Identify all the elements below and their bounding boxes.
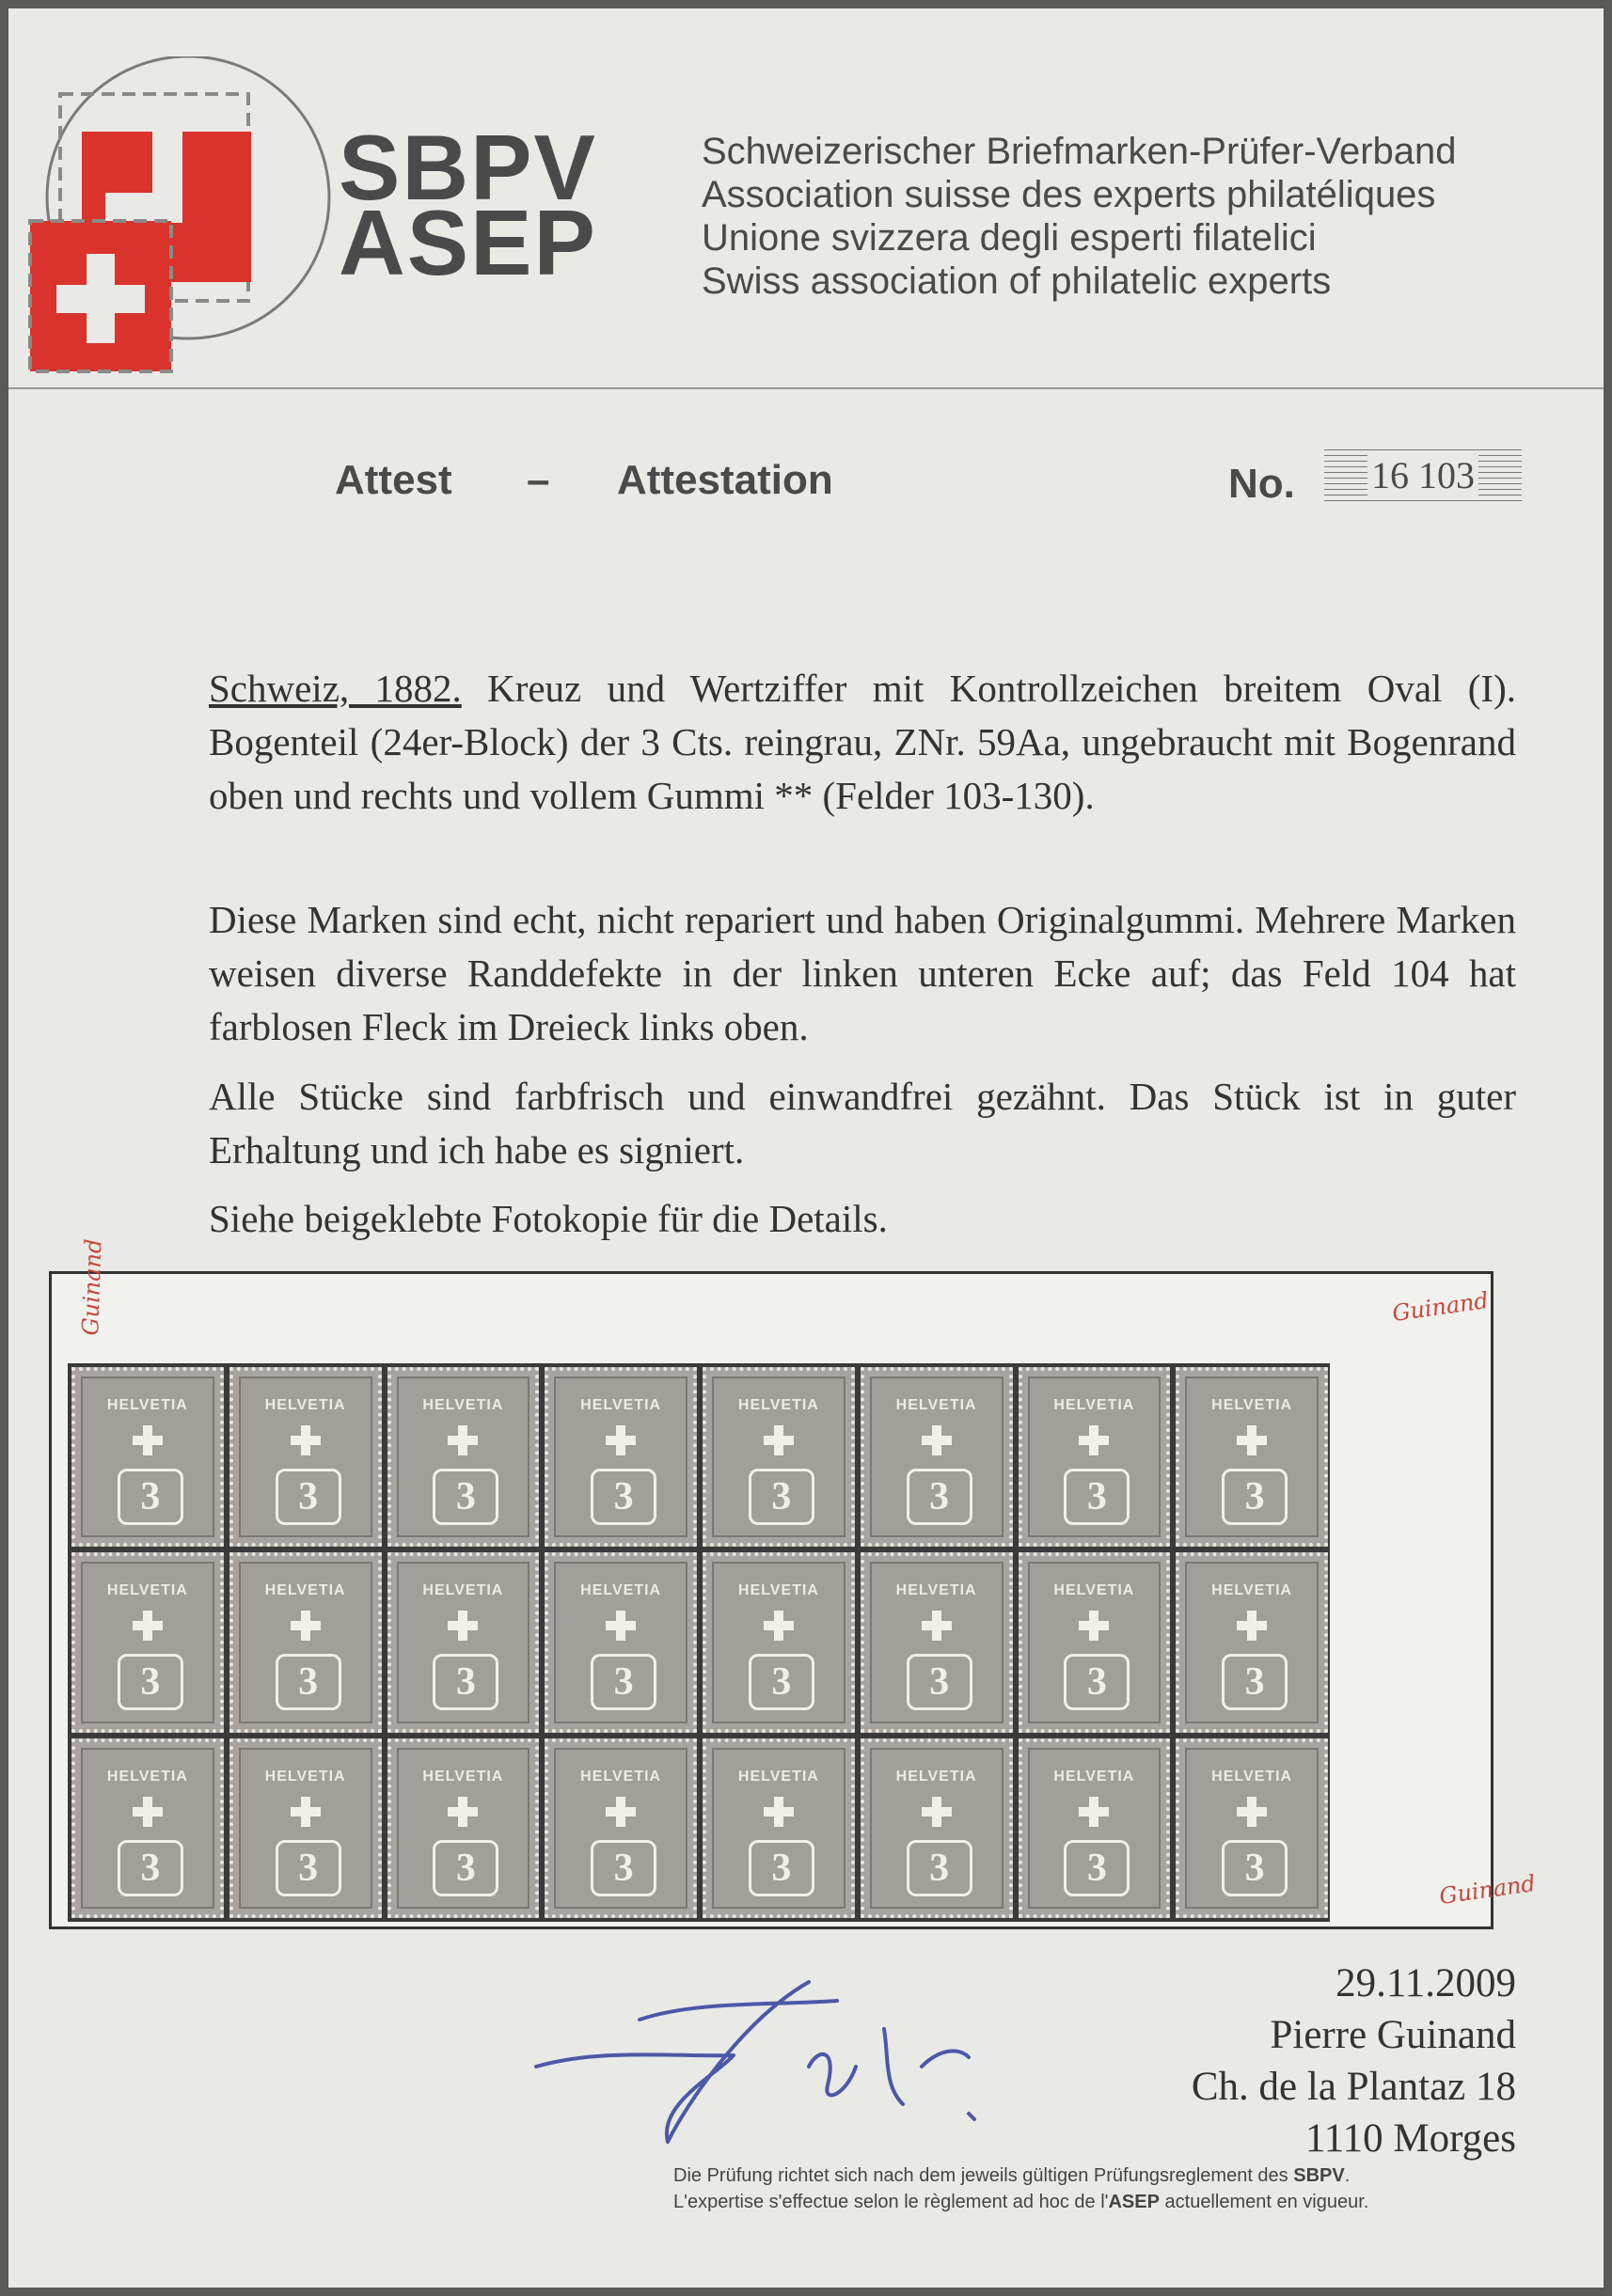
stamp [1019, 1367, 1171, 1547]
swiss-cross-icon [131, 1795, 165, 1829]
swiss-cross-icon [604, 1795, 638, 1829]
association-names [702, 130, 1457, 303]
stamp-value: 3 [118, 1469, 183, 1525]
association-name-de: Schweizerischer Briefmarken-Prüfer-Verband [702, 131, 1457, 172]
margin-note-bottom-right: Guinand [1437, 1869, 1538, 1911]
stamp [1176, 1367, 1328, 1547]
description-paragraph [209, 662, 1516, 823]
stamp-value: 3 [1222, 1840, 1288, 1896]
stamp-country-text: HELVETIA [895, 1397, 977, 1413]
swiss-cross-icon [604, 1423, 638, 1457]
stamp-value: 3 [591, 1840, 656, 1896]
swiss-cross-icon [920, 1423, 954, 1457]
stamp-value: 3 [276, 1469, 341, 1525]
association-name-en: Swiss association of philatelic experts [702, 260, 1332, 302]
swiss-cross-icon [1235, 1609, 1269, 1643]
stamp [229, 1367, 382, 1547]
swiss-cross-icon [289, 1423, 323, 1457]
header-divider [8, 387, 1604, 389]
certificate-number-value: 16 103 [1367, 454, 1478, 496]
handwritten-signature [527, 1963, 1053, 2151]
certificate-date: 29.11.2009 [1335, 1961, 1516, 2005]
quality-paragraph: Alle Stücke sind farbfrisch und einwandfrei gezähnt. Das Stück ist in guter Erhaltung und ich habe es signiert. [209, 1075, 1516, 1172]
margin-note-left: Guinand [77, 1238, 107, 1336]
footer-fr-text: L'expertise s'effectue selon le règlement ad hoc de l' [673, 2192, 1109, 2212]
stamp-frame [554, 1376, 687, 1537]
stamp [387, 1552, 540, 1732]
stamp [71, 1367, 224, 1547]
certificate-number [1324, 449, 1522, 502]
stamp-frame [239, 1376, 372, 1537]
stamp-value: 3 [433, 1469, 498, 1525]
examiner-block [1082, 1958, 1516, 2164]
stamp [545, 1552, 697, 1732]
description-rest: Kreuz und Wertziffer mit Kontrollzeichen breitem Oval (I). Bogenteil (24er-Block) der 3 Cts. reingrau, ZNr. 59Aa, ungebraucht mit Bogenrand oben und rechts und vollem Gummi ** (Felder 103-130). [209, 667, 1516, 817]
swiss-cross-icon [920, 1795, 954, 1829]
stamp-value: 3 [591, 1654, 656, 1710]
stamp-value: 3 [749, 1469, 814, 1525]
stamp-frame [1028, 1562, 1162, 1722]
stamp-country-text: HELVETIA [422, 1582, 504, 1599]
stamp [703, 1552, 855, 1732]
stamp-country-text: HELVETIA [895, 1768, 977, 1785]
stamp-value: 3 [907, 1469, 972, 1525]
swiss-cross-icon [131, 1423, 165, 1457]
stamp-value: 3 [1064, 1469, 1130, 1525]
stamp-country-text: HELVETIA [1053, 1582, 1135, 1599]
stamp-frame [81, 1562, 214, 1722]
stamp-frame [239, 1562, 372, 1722]
title-attestation: Attestation [617, 457, 833, 503]
stamp [703, 1738, 855, 1918]
stamp-country-text: HELVETIA [264, 1397, 346, 1413]
association-name-it: Unione svizzera degli esperti filatelici [702, 217, 1317, 259]
stamp-country-text: HELVETIA [106, 1582, 188, 1599]
stamp-frame [397, 1562, 530, 1722]
stamp-frame [1185, 1562, 1319, 1722]
certificate-number-label: No. [1228, 461, 1295, 507]
swiss-cross-icon [1235, 1795, 1269, 1829]
stamp-country-text: HELVETIA [737, 1582, 819, 1599]
stamp [1019, 1738, 1171, 1918]
stamp-country-text: HELVETIA [1211, 1582, 1293, 1599]
stamp-value: 3 [591, 1469, 656, 1525]
stamp [229, 1738, 382, 1918]
stamp-value: 3 [1222, 1654, 1288, 1710]
stamp-frame [81, 1748, 214, 1909]
photocopy-note: Siehe beigeklebte Fotokopie für die Details. [209, 1197, 888, 1240]
brand-wordmark [339, 116, 597, 294]
stamp [1019, 1552, 1171, 1732]
stamp-country-text: HELVETIA [264, 1768, 346, 1785]
swiss-cross-icon [1235, 1423, 1269, 1457]
title-dash: – [527, 457, 550, 503]
examiner-street: Ch. de la Plantaz 18 [1191, 2065, 1516, 2109]
swiss-cross-icon [131, 1609, 165, 1643]
stamp-value: 3 [118, 1654, 183, 1710]
stamp-country-text: HELVETIA [580, 1397, 662, 1413]
swiss-cross-icon [762, 1423, 796, 1457]
stamp [1176, 1738, 1328, 1918]
stamp-frame [554, 1748, 687, 1909]
title-attest: Attest [335, 457, 452, 503]
footer-note [673, 2162, 1520, 2215]
footer-de-end: . [1344, 2165, 1351, 2186]
stamp-value: 3 [276, 1840, 341, 1896]
stamp-block [71, 1367, 1328, 1918]
footer-de-text: Die Prüfung richtet sich nach dem jeweils gültigen Prüfungsreglement des [673, 2165, 1294, 2186]
stamp [861, 1738, 1013, 1918]
stamp-frame [870, 1376, 1004, 1537]
stamp-country-text: HELVETIA [580, 1582, 662, 1599]
stamp [861, 1367, 1013, 1547]
stamp-frame [870, 1748, 1004, 1909]
stamp-value: 3 [749, 1654, 814, 1710]
stamp-value: 3 [749, 1840, 814, 1896]
stamp-country-text: HELVETIA [737, 1768, 819, 1785]
stamp-country-text: HELVETIA [1053, 1768, 1135, 1785]
stamp-frame [712, 1376, 846, 1537]
stamp-frame [81, 1376, 214, 1537]
swiss-cross-icon [762, 1795, 796, 1829]
stamp [229, 1552, 382, 1732]
stamp-value: 3 [433, 1654, 498, 1710]
stamp-frame [397, 1376, 530, 1537]
stamp-frame [1028, 1748, 1162, 1909]
stamp [545, 1738, 697, 1918]
stamp-frame [712, 1748, 846, 1909]
stamp-country-text: HELVETIA [1053, 1397, 1135, 1413]
swiss-cross-icon [762, 1609, 796, 1643]
brand-sbpv: SBPV [339, 116, 597, 219]
stamp-value: 3 [276, 1654, 341, 1710]
stamp-country-text: HELVETIA [422, 1768, 504, 1785]
stamp-frame [1185, 1376, 1319, 1537]
stamp-country-text: HELVETIA [1211, 1397, 1293, 1413]
swiss-cross-icon [1077, 1423, 1111, 1457]
stamp-frame [397, 1748, 530, 1909]
stamp [71, 1738, 224, 1918]
swiss-cross-icon [1077, 1795, 1111, 1829]
stamp-value: 3 [1064, 1840, 1130, 1896]
swiss-cross-icon [446, 1609, 480, 1643]
swiss-cross-icon [446, 1423, 480, 1457]
stamp-value: 3 [907, 1840, 972, 1896]
stamp-frame [239, 1748, 372, 1909]
stamp-value: 3 [907, 1654, 972, 1710]
sbpv-logo [11, 56, 350, 395]
description-lead: Schweiz, 1882. [209, 667, 462, 710]
condition-paragraph: Diese Marken sind echt, nicht repariert und haben Originalgummi. Mehrere Marken weisen diverse Randdefekte in der linken unteren Ecke auf; das Feld 104 hat farblosen Fleck im Dreieck links oben. [209, 898, 1516, 1048]
swiss-cross-icon [1077, 1609, 1111, 1643]
footer-de-sbpv: SBPV [1293, 2165, 1345, 2186]
stamp [861, 1552, 1013, 1732]
stamp-frame [712, 1562, 846, 1722]
footer-fr-asep: ASEP [1108, 2192, 1160, 2212]
examiner-city: 1110 Morges [1304, 2116, 1516, 2161]
swiss-cross-icon [604, 1609, 638, 1643]
stamp-country-text: HELVETIA [1211, 1768, 1293, 1785]
stamp-value: 3 [433, 1840, 498, 1896]
stamp-frame [870, 1562, 1004, 1722]
stamp-country-text: HELVETIA [422, 1397, 504, 1413]
stamp-country-text: HELVETIA [737, 1397, 819, 1413]
stamp-country-text: HELVETIA [895, 1582, 977, 1599]
stamp-frame [1028, 1376, 1162, 1537]
stamp-country-text: HELVETIA [580, 1768, 662, 1785]
footer-fr-end: actuellement en vigueur. [1159, 2192, 1369, 2212]
stamp [1176, 1552, 1328, 1732]
brand-asep: ASEP [339, 191, 597, 294]
footer-line-fr [673, 2189, 1520, 2215]
stamp-value: 3 [1222, 1469, 1288, 1525]
stamp-frame [554, 1562, 687, 1722]
stamp-value: 3 [1064, 1654, 1130, 1710]
swiss-cross-icon [289, 1795, 323, 1829]
stamp [387, 1738, 540, 1918]
swiss-cross-icon [289, 1609, 323, 1643]
footer-line-de [673, 2162, 1520, 2189]
stamp-country-text: HELVETIA [264, 1582, 346, 1599]
stamp-value: 3 [118, 1840, 183, 1896]
stamp-country-text: HELVETIA [106, 1768, 188, 1785]
stamp [387, 1367, 540, 1547]
examiner-name: Pierre Guinand [1270, 2013, 1516, 2057]
stamp [545, 1367, 697, 1547]
margin-note-top-right: Guinand [1390, 1286, 1491, 1328]
association-name-fr: Association suisse des experts philatéliques [702, 174, 1436, 215]
stamp-country-text: HELVETIA [106, 1397, 188, 1413]
stamp [703, 1367, 855, 1547]
stamp-frame [1185, 1748, 1319, 1909]
stamp [71, 1552, 224, 1732]
swiss-cross-icon [920, 1609, 954, 1643]
swiss-cross-icon [446, 1795, 480, 1829]
